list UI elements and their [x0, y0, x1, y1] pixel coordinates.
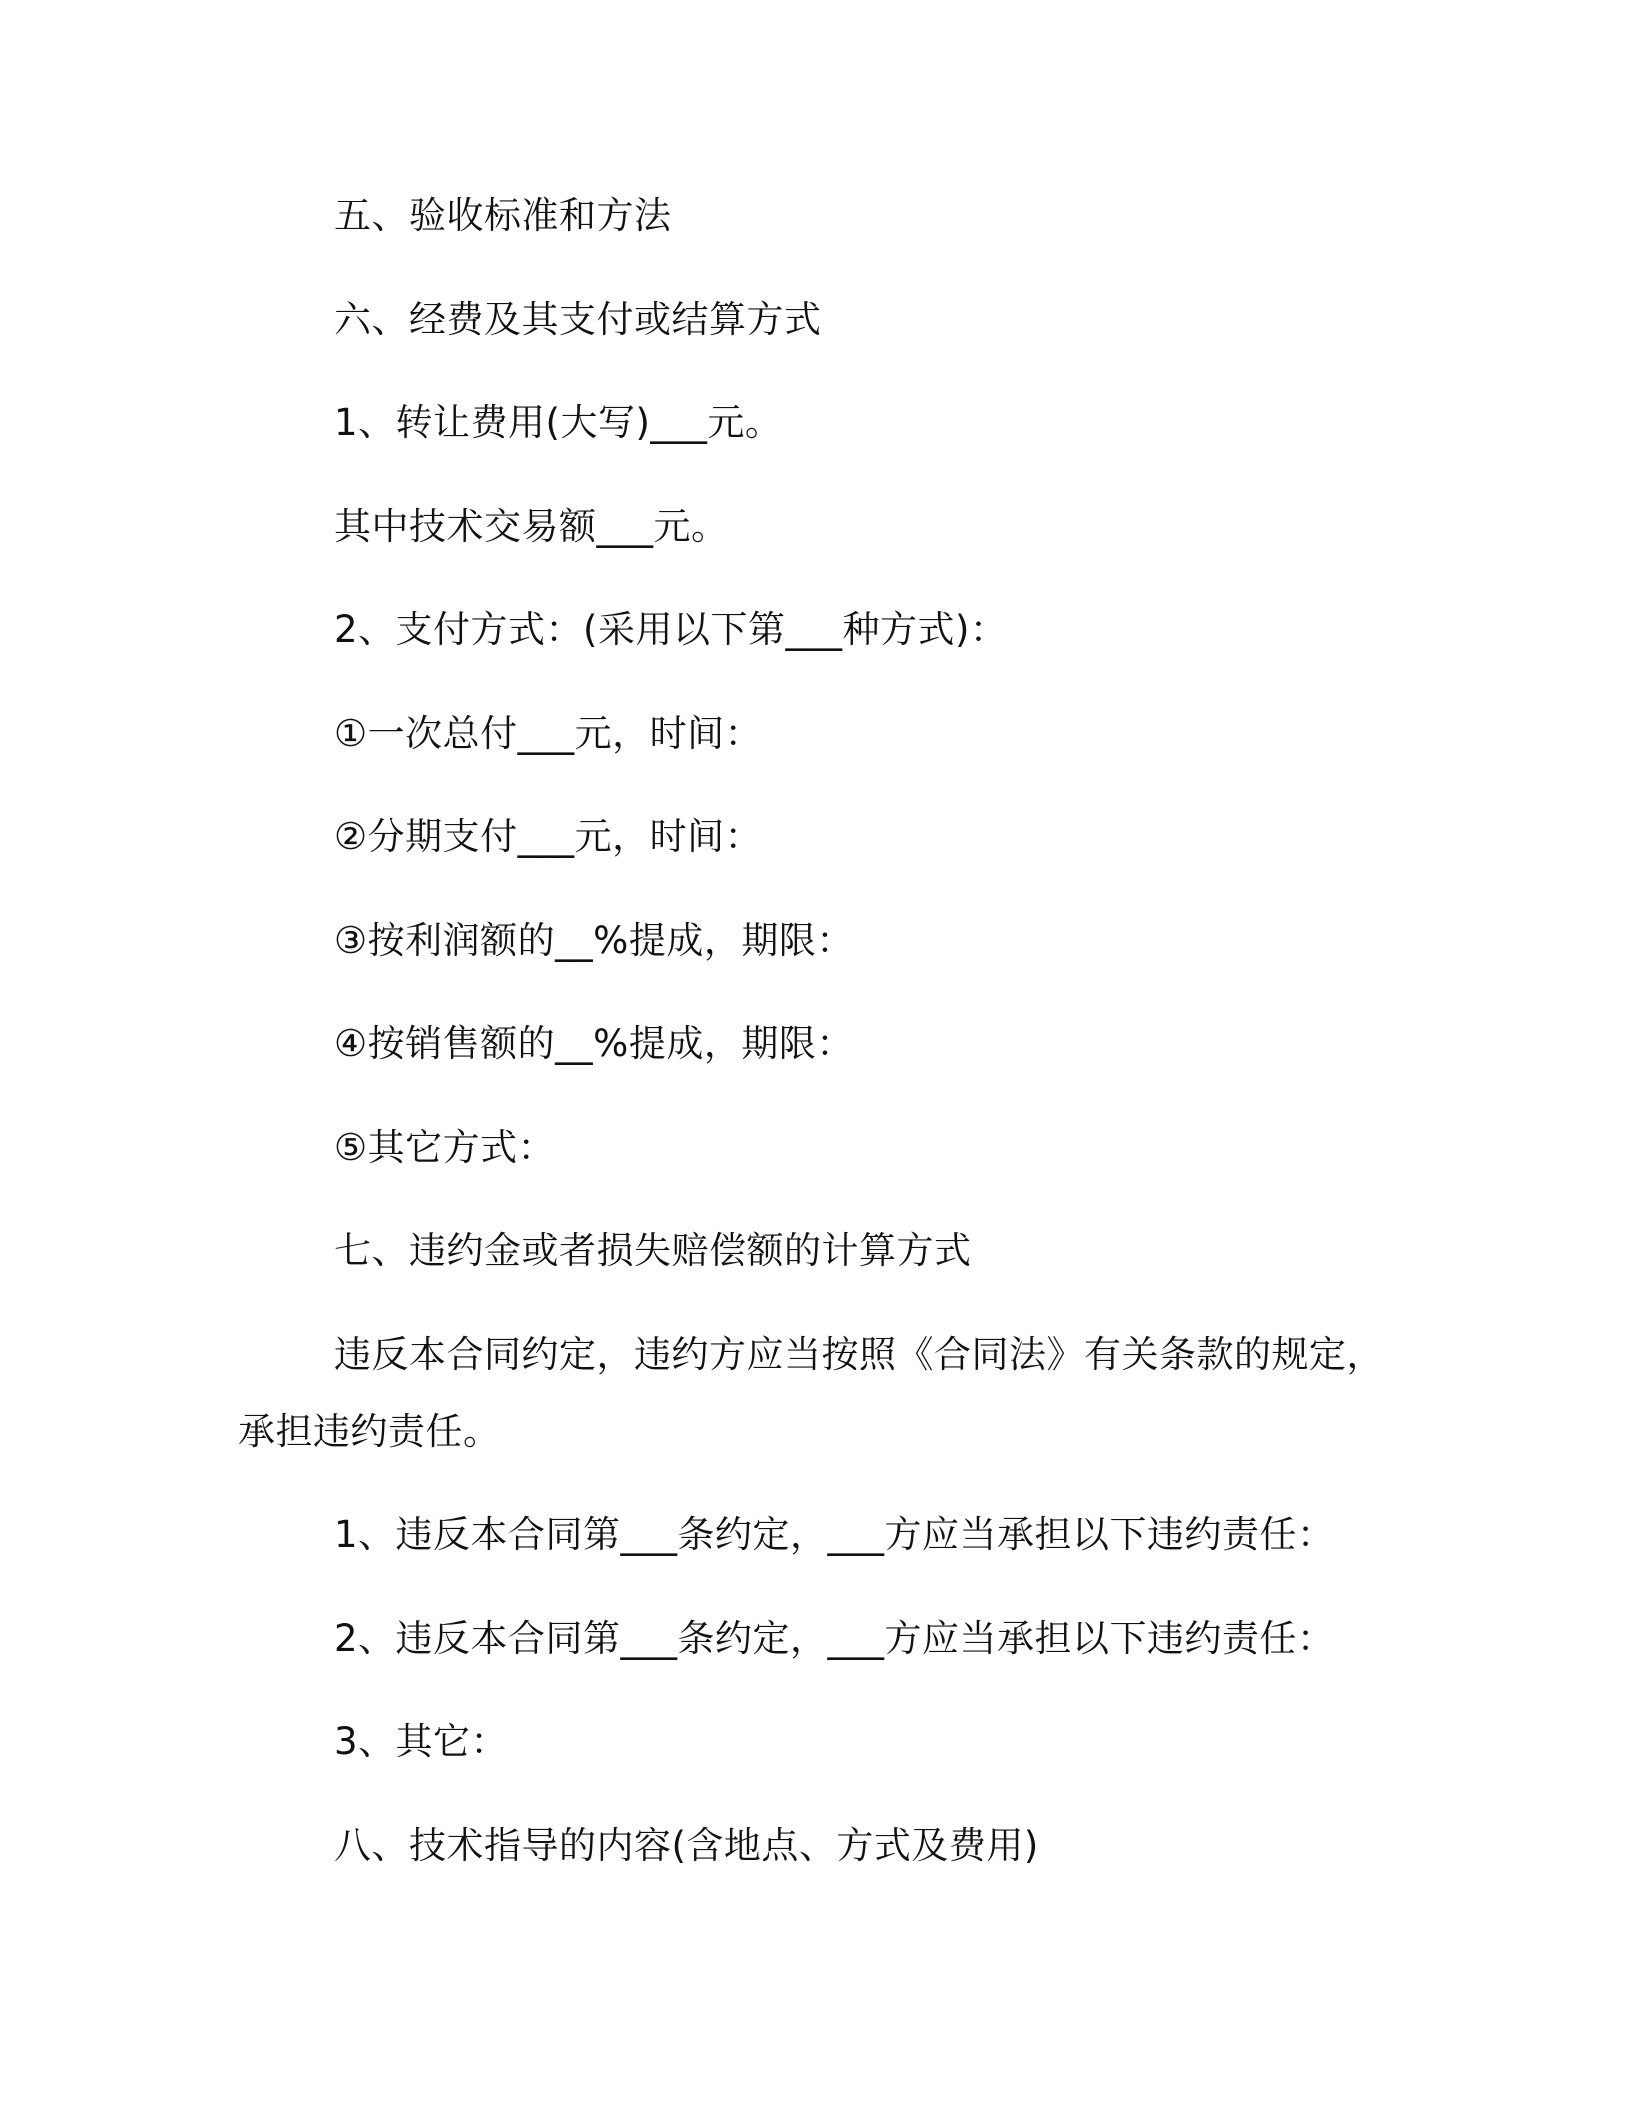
- section-heading-acceptance: 五、验收标准和方法: [334, 194, 672, 237]
- clause-transfer-fee: 1、转让费用(大写)___元。: [334, 401, 783, 444]
- penalty-paragraph-line-1: 违反本合同约定，违约方应当按照《合同法》有关条款的规定，: [334, 1333, 1384, 1376]
- payment-option-lump-sum: ①一次总付___元，时间：: [334, 712, 763, 755]
- payment-option-installments: ②分期支付___元，时间：: [334, 815, 763, 858]
- payment-option-other: ⑤其它方式：: [334, 1126, 556, 1169]
- payment-option-profit-share: ③按利润额的__%提成，期限：: [334, 919, 854, 962]
- penalty-clause-1: 1、违反本合同第___条约定，___方应当承担以下违约责任：: [334, 1513, 1335, 1556]
- clause-tech-transaction-amount: 其中技术交易额___元。: [334, 505, 729, 548]
- penalty-paragraph-line-2: 承担违约责任。: [238, 1410, 501, 1453]
- section-heading-technical-guidance: 八、技术指导的内容(含地点、方式及费用): [334, 1824, 1039, 1867]
- payment-option-sales-share: ④按销售额的__%提成，期限：: [334, 1022, 854, 1065]
- section-heading-fees: 六、经费及其支付或结算方式: [334, 298, 822, 341]
- penalty-clause-2: 2、违反本合同第___条约定，___方应当承担以下违约责任：: [334, 1617, 1335, 1660]
- penalty-clause-3: 3、其它：: [334, 1720, 509, 1763]
- section-heading-penalty: 七、违约金或者损失赔偿额的计算方式: [334, 1229, 972, 1272]
- clause-payment-method: 2、支付方式：(采用以下第___种方式)：: [334, 608, 1008, 651]
